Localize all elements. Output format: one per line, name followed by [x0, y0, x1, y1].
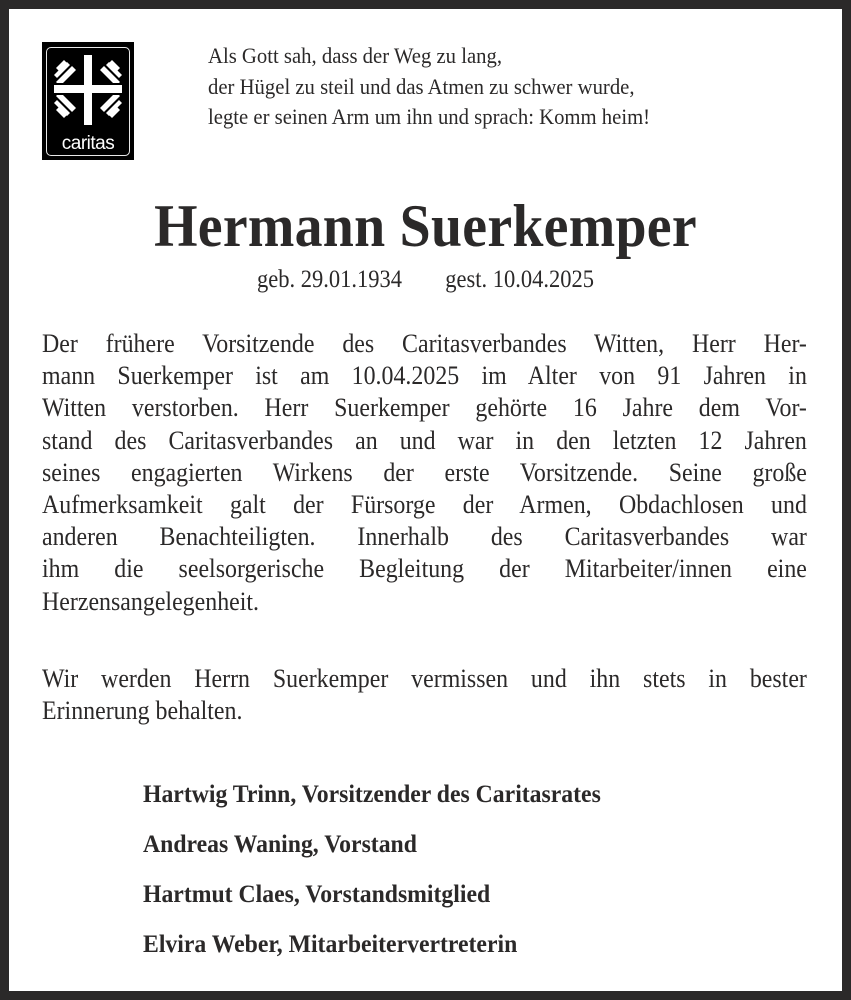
paragraph-line: seines engagierten Wirkens der erste Vorsitzende. Seine große: [42, 456, 807, 487]
poem: [208, 41, 650, 133]
life-dates: [51, 265, 801, 295]
signature-line: Elvira Weber, Mitarbeitervertreterin: [143, 929, 518, 958]
caritas-cross-icon: [42, 42, 134, 138]
signatures: [143, 769, 601, 969]
logo-text: caritas: [61, 133, 115, 154]
birth-date: geb. 29.01.1934: [257, 266, 403, 293]
poem-line: der Hügel zu steil und das Atmen zu schwer wurde,: [208, 73, 635, 99]
deceased-name: Hermann Suerkemper: [154, 193, 697, 259]
poem-line: Als Gott sah, dass der Weg zu lang,: [208, 43, 503, 68]
paragraph-line: Erinnerung behalten.: [42, 695, 243, 726]
obituary-notice: [9, 9, 842, 991]
paragraph-line: Aufmerksamkeit galt der Fürsorge der Armen, Obdachlosen und: [42, 488, 807, 519]
paragraph-line: Herzensangelegenheit.: [42, 585, 260, 616]
paragraph-line: stand des Caritasverbandes an und war in den letzten 12 Jahren: [42, 424, 807, 455]
poem-line: legte er seinen Arm um ihn und sprach: Komm heim!: [208, 104, 651, 129]
paragraph-line: Wir werden Herrn Suerkemper vermissen und ihn stets in bester: [42, 663, 807, 693]
closing-paragraph: [42, 662, 807, 726]
signature-line: Hartmut Claes, Vorstandsmitglied: [143, 879, 491, 908]
paragraph-line: Der frühere Vorsitzende des Caritasverbandes Witten, Herr Her-: [42, 328, 807, 358]
paragraph-line: Witten verstorben. Herr Suerkemper gehörte 16 Jahre dem Vor-: [42, 392, 807, 423]
signature-line: Andreas Waning, Vorstand: [143, 829, 417, 858]
paragraph-line: anderen Benachteiligten. Innerhalb des Caritasverbandes war: [42, 521, 807, 552]
signature-line: Hartwig Trinn, Vorsitzender des Caritasrates: [143, 779, 601, 808]
obituary-paragraph: [42, 327, 807, 617]
caritas-logo: [42, 42, 134, 160]
paragraph-line: ihm die seelsorgerische Begleitung der Mitarbeiter/innen eine: [42, 553, 807, 584]
death-date: gest. 10.04.2025: [445, 266, 594, 293]
paragraph-line: mann Suerkemper ist am 10.04.2025 im Alter von 91 Jahren in: [42, 360, 807, 391]
